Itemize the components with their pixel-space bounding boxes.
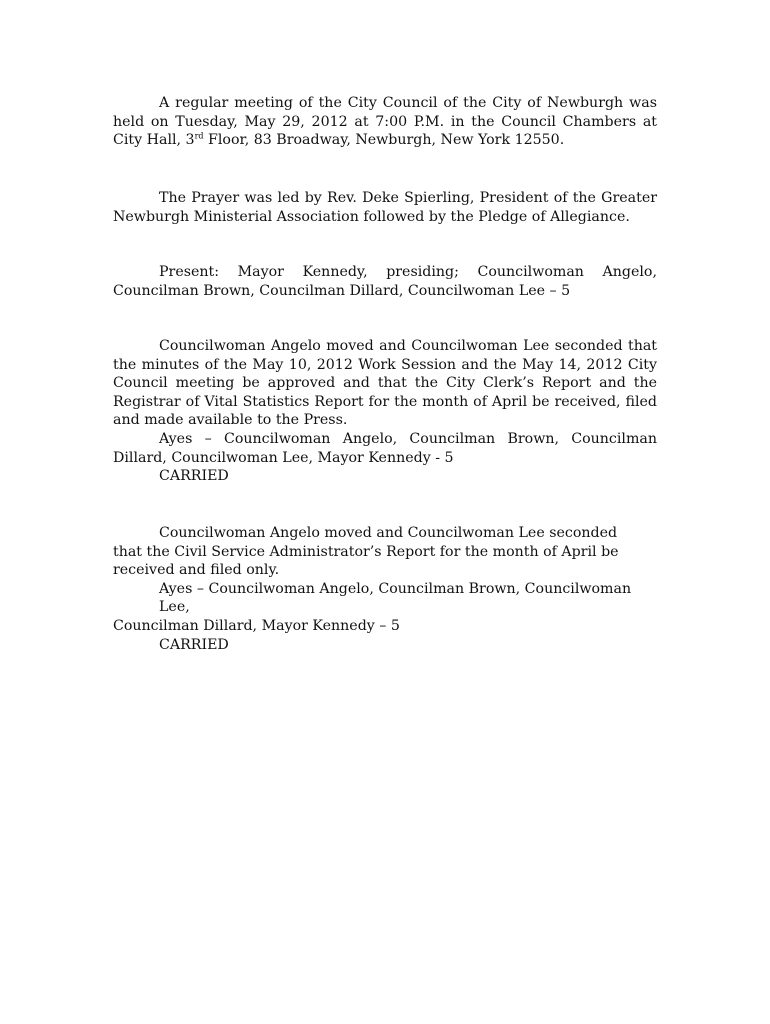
civil-service-motion-text: Councilwoman Angelo moved and Councilwoman Lee seconded that the Civil Service Administrator’s Report for the month of April be received and filed only. (113, 525, 619, 579)
minutes-motion (113, 337, 657, 486)
present-line-1: Present: Mayor Kennedy, presiding; Councilwoman Angelo, (159, 264, 657, 280)
opening-paragraph (113, 94, 657, 150)
civil-service-ayes-line-2: Councilman Dillard, Mayor Kennedy – 5 (113, 617, 400, 634)
minutes-ayes-line-2: Dillard, Councilwoman Lee, Mayor Kennedy - 5 (113, 449, 454, 466)
civil-service-ayes-line-1: Ayes – Councilwoman Angelo, Councilman Brown, Councilwoman Lee, (159, 580, 632, 616)
opening-text-end: Floor, 83 Broadway, Newburgh, New York 12550. (203, 132, 565, 149)
minutes-ayes-line-1: Ayes – Councilwoman Angelo, Councilman Brown, Councilman (159, 430, 657, 447)
prayer-paragraph: The Prayer was led by Rev. Deke Spierling, President of the Greater Newburgh Ministerial Association followed by the Pledge of Allegiance. (113, 190, 657, 225)
present-line-2: Councilman Brown, Councilman Dillard, Councilwoman Lee – 5 (113, 282, 571, 299)
minutes-result: CARRIED (159, 468, 229, 485)
civil-service-motion (113, 524, 637, 654)
civil-service-result: CARRIED (159, 636, 229, 653)
ordinal-superscript: rd (194, 131, 204, 141)
minutes-motion-text: Councilwoman Angelo moved and Councilwoman Lee seconded that the minutes of the May 10, 2012 Work Session and the May 14, 2012 City Council meeting be approved and that the City Clerk’s Report and the Registrar of Vital Statistics Report for the month of April be received, filed and made available to the Press. (113, 338, 657, 429)
present-paragraph (113, 263, 657, 300)
opening-text: A regular meeting of the City Council of the City of Newburgh was held on Tuesday, May 29, 2012 at 7:00 P.M. in the Council Chambers at City Hall, 3 (113, 95, 657, 149)
